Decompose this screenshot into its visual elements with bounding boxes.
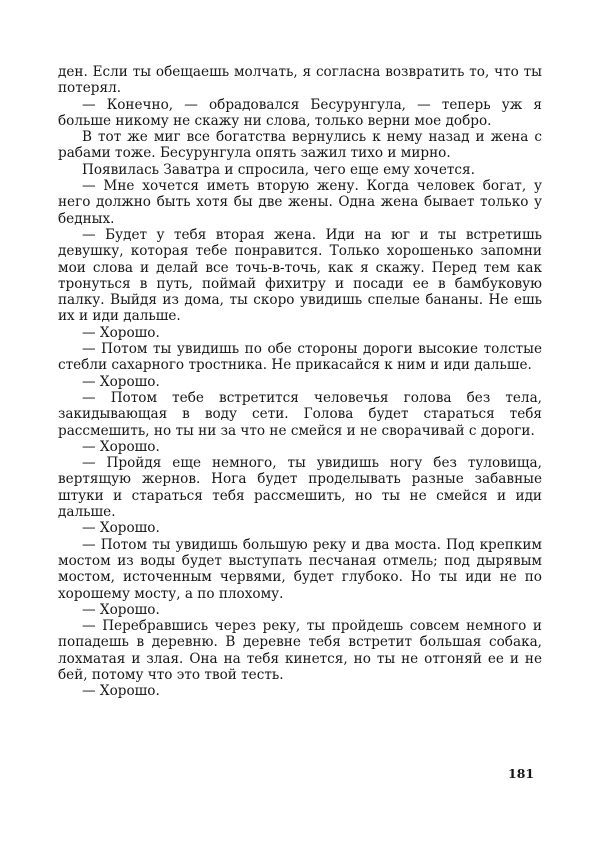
paragraph: — Потом ты увидишь большую реку и два моста. Под крепким мостом из воды будет выступать песчаная отмель; под дырявым мостом, источенным червями, будет глубоко. Но ты иди не по хорошему мосту, а по плохому. — [58, 536, 542, 602]
paragraph: — Хорошо. — [82, 373, 160, 390]
paragraph: Появилась Заватра и спросила, чего еще ему хочется. — [82, 161, 475, 178]
paragraph: — Потом ты увидишь по обе стороны дороги высокие толстые стебли сахарного тростника. Не прикасайся к ним и иди дальше. — [58, 341, 542, 374]
paragraph: — Хорошо. — [82, 324, 160, 341]
paragraph: — Потом тебе встретится человечья голова без тела, закидывающая в воду сети. Голова будет стараться тебя рассмешить, но ты ни за что не смейся и не сворачивай с дороги. — [58, 389, 542, 439]
paragraph: — Будет у тебя вторая жена. Иди на юг и ты встретишь девушку, которая тебе понравится. Только хорошенько запомни мои слова и делай все точь-в-точь, как я скажу. Перед тем как тронуться в путь, поймай фихитру и посади ее в бамбуковую палку. Выйдя из дома, ты скоро увидишь спелые бананы. Не ешь их и иди дальше. — [58, 226, 542, 325]
paragraph: — Конечно, — обрадовался Бесурунгула, — теперь уж я больше никому не скажу ни слова, только верни мое добро. — [58, 96, 542, 129]
paragraph: — Мне хочется иметь вторую жену. Когда человек богат, у него должно быть хотя бы две жены. Одна жена бывает только у бедных. — [58, 178, 542, 227]
paragraph: — Хорошо. — [82, 683, 160, 700]
body-text — [58, 64, 542, 700]
paragraph: — Перебравшись через реку, ты пройдешь совсем немного и попадешь в деревню. В деревне тебя встретит большая собака, лохматая и злая. Она на тебя кинется, но ты не отгоняй ее и не бей, потому что это твой тесть. — [58, 618, 542, 683]
paragraph: В тот же миг все богатства вернулись к нему назад и жена с рабами тоже. Бесурунгула опять зажил тихо и мирно. — [58, 129, 542, 162]
paragraph: — Хорошо. — [82, 438, 160, 455]
paragraph: — Пройдя еще немного, ты увидишь ногу без туловища, вертящую жернов. Нога будет проделывать разные забавные штуки и стараться тебя рассмешить, но ты не смейся и иди дальше. — [58, 455, 542, 521]
paragraph: ден. Если ты обещаешь молчать, я согласна возвратить то, что ты потерял. — [58, 64, 542, 97]
page-number: 181 — [508, 766, 535, 781]
paragraph: — Хорошо. — [82, 601, 160, 618]
paragraph: — Хорошо. — [82, 520, 160, 537]
